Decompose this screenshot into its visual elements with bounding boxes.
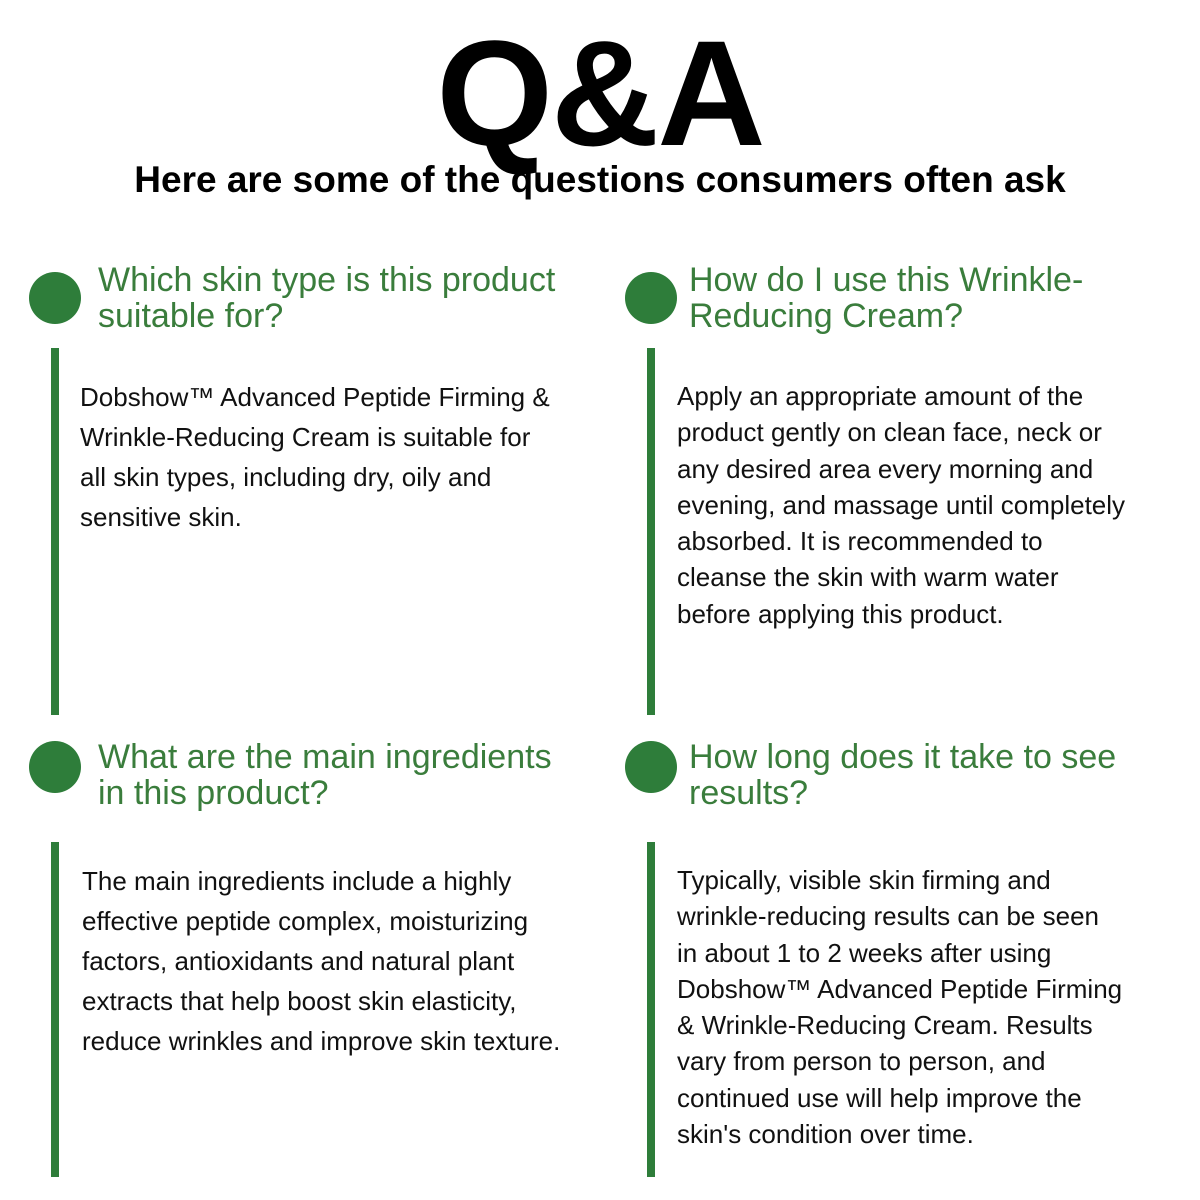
answer-accent-bar (51, 842, 59, 1177)
page-subtitle: Here are some of the questions consumers often ask (134, 159, 1066, 200)
bullet-dot-icon (625, 741, 677, 793)
faq-answer: The main ingredients include a highly effective peptide complex, moisturizing factors, antioxidants and natural plant extracts that help boost skin elasticity, reduce wrinkles and improve skin texture. (82, 866, 561, 1056)
faq-answer: Apply an appropriate amount of the product gently on clean face, neck or any desired area every morning and evening, and massage until completely absorbed. It is recommended to cleanse the skin with warm water before applying this product. (677, 381, 1126, 629)
faq-answer: Dobshow™ Advanced Peptide Firming & Wrinkle-Reducing Cream is suitable for all skin types, including dry, oily and sensitive skin. (80, 382, 550, 532)
faq-question: Which skin type is this product suitable for? (98, 261, 556, 335)
answer-accent-bar (647, 348, 655, 715)
bullet-dot-icon (29, 741, 81, 793)
faq-answer: Typically, visible skin firming and wrinkle-reducing results can be seen in about 1 to 2 weeks after using Dobshow™ Advanced Peptide Firming & Wrinkle-Reducing Cream. Results vary from person to person, and continued use will help improve the skin's condition over time. (677, 865, 1123, 1150)
bullet-dot-icon (29, 272, 81, 324)
answer-accent-bar (51, 348, 59, 715)
faq-question: What are the main ingredients in this product? (98, 738, 552, 812)
bullet-dot-icon (625, 272, 677, 324)
faq-question: How long does it take to see results? (689, 738, 1117, 812)
answer-accent-bar (647, 842, 655, 1177)
faq-question: How do I use this Wrinkle- Reducing Cream? (689, 261, 1084, 335)
page-title: Q&A (436, 9, 764, 177)
